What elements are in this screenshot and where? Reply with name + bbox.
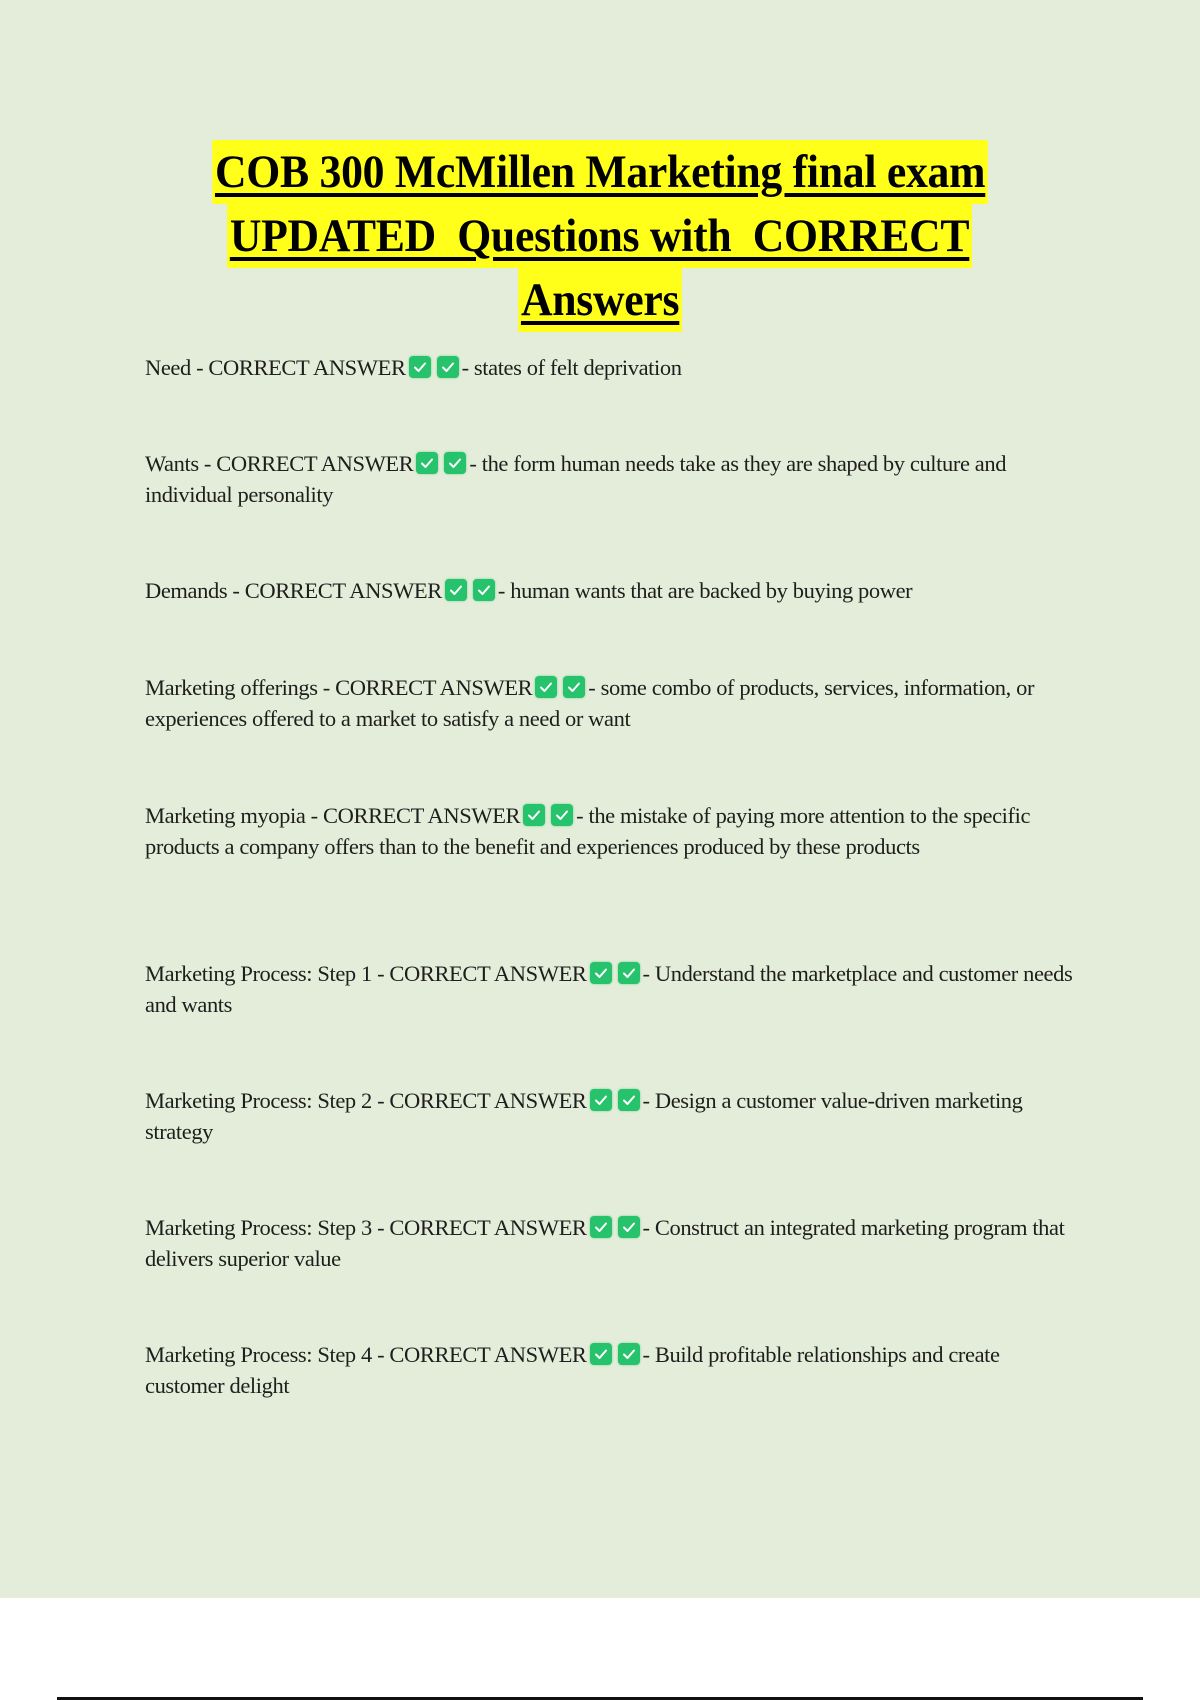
title-line-1: COB 300 McMillen Marketing final exam	[212, 140, 988, 204]
entry-definition: Design a customer value-driven marketing strategy	[145, 1088, 1023, 1144]
qa-entry: Wants - CORRECT ANSWER - the form human needs take as they are shaped by culture and individual personality	[145, 451, 1007, 507]
entry-term: Marketing myopia	[145, 803, 306, 828]
check-mark-icon	[590, 962, 612, 984]
qa-entry: Marketing Process: Step 1 - CORRECT ANSWER - Understand the marketplace and customer needs and wants	[145, 961, 1073, 1017]
answer-marker: CORRECT ANSWER	[389, 1088, 587, 1113]
entry-definition: Understand the marketplace and customer needs and wants	[145, 961, 1073, 1017]
document-title	[0, 140, 1200, 332]
entry-definition: some combo of products, services, information, or experiences offered to a market to satisfy a need or want	[145, 675, 1035, 731]
check-mark-icon	[445, 579, 467, 601]
check-mark-icon	[523, 804, 545, 826]
check-mark-icon	[590, 1216, 612, 1238]
answer-marker: CORRECT ANSWER	[216, 451, 414, 476]
qa-entry: Marketing Process: Step 3 - CORRECT ANSWER - Construct an integrated marketing program that delivers superior value	[145, 1215, 1065, 1271]
check-mark-icon	[409, 356, 431, 378]
entry-definition: Build profitable relationships and create customer delight	[145, 1342, 1000, 1398]
qa-entry: Marketing myopia - CORRECT ANSWER - the mistake of paying more attention to the specific products a company offers than to the benefit and experiences produced by these products	[145, 803, 1031, 859]
check-mark-icon	[618, 962, 640, 984]
check-mark-icon	[563, 676, 585, 698]
title-line-2: UPDATED Questions with CORRECT	[227, 204, 972, 268]
title-line-3: Answers	[518, 268, 682, 332]
entry-term: Marketing Process: Step 4	[145, 1342, 372, 1367]
check-mark-icon	[618, 1089, 640, 1111]
check-mark-icon	[618, 1216, 640, 1238]
entry-term: Marketing Process: Step 1	[145, 961, 372, 986]
entry-term: Need	[145, 355, 191, 380]
answer-marker: CORRECT ANSWER	[389, 961, 587, 986]
check-mark-icon	[437, 356, 459, 378]
check-mark-icon	[590, 1343, 612, 1365]
entry-definition: human wants that are backed by buying power	[510, 578, 913, 603]
answer-marker: CORRECT ANSWER	[244, 578, 442, 603]
check-mark-icon	[416, 452, 438, 474]
qa-entry: Marketing offerings - CORRECT ANSWER - some combo of products, services, information, or experiences offered to a market to satisfy a need or want	[145, 675, 1035, 731]
answer-marker: CORRECT ANSWER	[208, 355, 406, 380]
entry-term: Demands	[145, 578, 228, 603]
qa-entry: Marketing Process: Step 2 - CORRECT ANSWER - Design a customer value-driven marketing strategy	[145, 1088, 1023, 1144]
qa-entry: Marketing Process: Step 4 - CORRECT ANSWER - Build profitable relationships and create customer delight	[145, 1342, 1000, 1398]
check-mark-icon	[551, 804, 573, 826]
answer-marker: CORRECT ANSWER	[389, 1215, 587, 1240]
entry-definition: states of felt deprivation	[473, 355, 682, 380]
entry-definition: the form human needs take as they are shaped by culture and individual personality	[145, 451, 1007, 507]
entry-term: Marketing Process: Step 2	[145, 1088, 372, 1113]
check-mark-icon	[444, 452, 466, 474]
check-mark-icon	[618, 1343, 640, 1365]
check-mark-icon	[590, 1089, 612, 1111]
qa-entry: Demands - CORRECT ANSWER - human wants that are backed by buying power	[145, 578, 913, 603]
answer-marker: CORRECT ANSWER	[389, 1342, 587, 1367]
qa-entry: Need - CORRECT ANSWER - states of felt deprivation	[145, 355, 682, 380]
check-mark-icon	[473, 579, 495, 601]
check-mark-icon	[535, 676, 557, 698]
entry-term: Marketing offerings	[145, 675, 318, 700]
entry-definition: Construct an integrated marketing program that delivers superior value	[145, 1215, 1065, 1271]
answer-marker: CORRECT ANSWER	[335, 675, 533, 700]
entry-term: Marketing Process: Step 3	[145, 1215, 372, 1240]
entry-definition: the mistake of paying more attention to the specific products a company offers than to the benefit and experiences produced by these products	[145, 803, 1031, 859]
answer-marker: CORRECT ANSWER	[323, 803, 521, 828]
entry-term: Wants	[145, 451, 199, 476]
